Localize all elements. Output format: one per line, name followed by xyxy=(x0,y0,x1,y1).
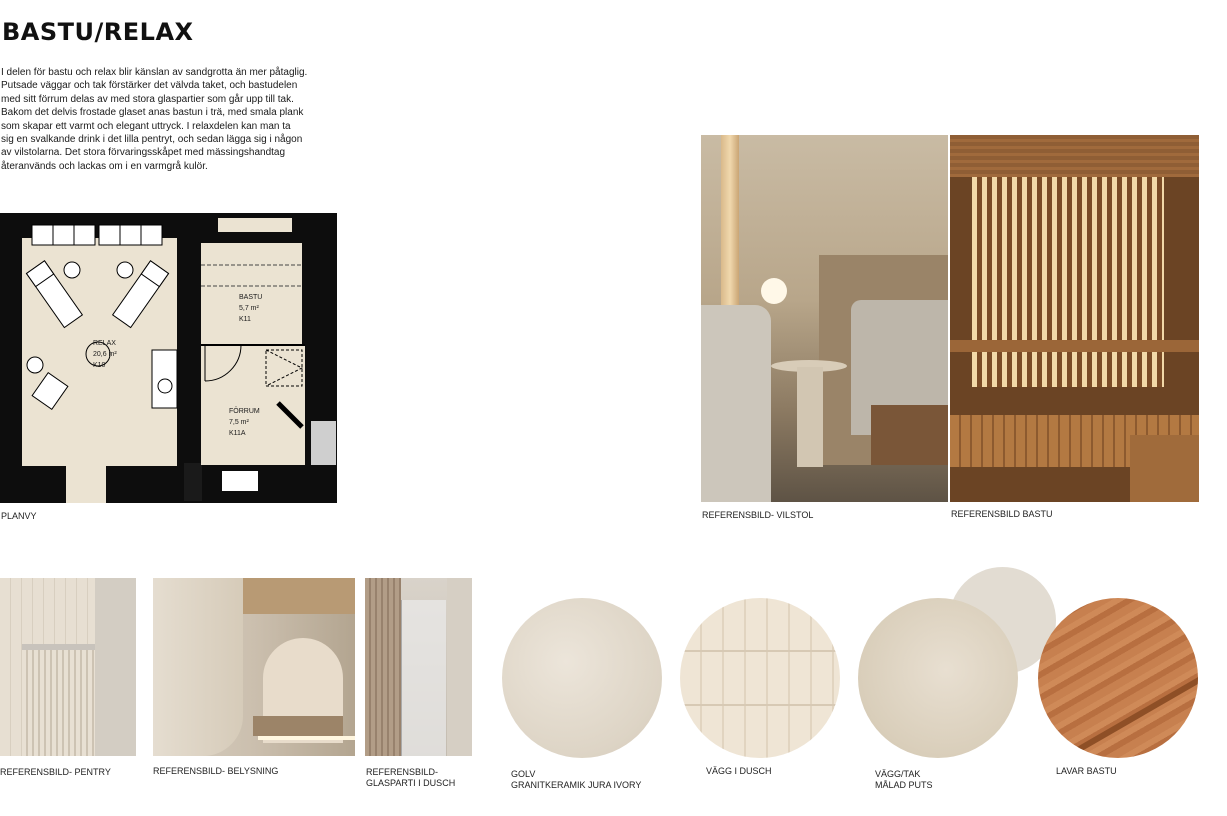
caption-lavar-bastu: LAVAR BASTU xyxy=(1056,766,1117,776)
room-name: BASTU xyxy=(239,294,263,301)
intro-line: av vilstolarna. Det stora förvaringsskåpet med mässingshandtag xyxy=(1,147,286,159)
floor-plan-drawing xyxy=(0,213,337,503)
caption-vilstol: REFERENSBILD- VILSTOL xyxy=(702,510,814,520)
room-area: 20,6 m² xyxy=(93,351,117,358)
reference-photo-belysning xyxy=(153,578,355,756)
reference-photo-pentry xyxy=(0,578,136,756)
swatch-lavar-bastu xyxy=(1038,598,1198,758)
floor-plan xyxy=(0,213,337,503)
reference-photo-vilstol xyxy=(701,135,948,502)
intro-line: Bakom det delvis frostade glaset anas bastun i trä, med smala plank xyxy=(1,107,304,119)
room-name: RELAX xyxy=(93,340,116,347)
intro-line: sig en svalkande drink i det lilla pentryt, och sedan lägga sig i någon xyxy=(1,134,303,146)
intro-line: med sitt förrum delas av med stora glaspartier som går upp till tak. xyxy=(1,93,294,105)
material-line1: GOLV xyxy=(511,769,536,779)
reference-photo-glasparti xyxy=(365,578,472,756)
intro-line: återanvänds och lackas om i en varmgrå kulör. xyxy=(1,160,208,172)
caption-vagg-dusch: VÄGG I DUSCH xyxy=(706,766,772,776)
page-title: BASTU/RELAX xyxy=(2,18,194,46)
caption-vagg-tak xyxy=(875,769,933,791)
caption-belysning: REFERENSBILD- BELYSNING xyxy=(153,766,279,776)
caption-pentry: REFERENSBILD- PENTRY xyxy=(0,767,111,777)
swatch-vagg-tak xyxy=(858,598,1018,758)
reference-photo-bastu xyxy=(950,135,1199,502)
room-label-bastu xyxy=(239,292,262,325)
intro-text xyxy=(1,66,341,173)
room-code: K11A xyxy=(229,430,246,437)
material-line2: MÅLAD PUTS xyxy=(875,780,933,790)
plan-caption: PLANVY xyxy=(1,511,37,521)
material-line2: GRANITKERAMIK JURA IVORY xyxy=(511,780,642,790)
room-name: FÖRRUM xyxy=(229,408,260,415)
intro-line: som skapar ett varmt och elegant uttryck. I relaxdelen kan man ta xyxy=(1,120,291,132)
room-area: 5,7 m² xyxy=(239,305,259,312)
caption-glasparti xyxy=(366,767,455,789)
caption-bastu: REFERENSBILD BASTU xyxy=(951,509,1053,519)
caption-golv xyxy=(511,769,641,791)
intro-line: I delen för bastu och relax blir känslan av sandgrotta än mer påtaglig. xyxy=(1,67,308,78)
material-line1: VÄGG/TAK xyxy=(875,769,921,779)
room-code: K10 xyxy=(93,362,106,369)
room-label-forrum xyxy=(229,406,260,439)
room-code: K11 xyxy=(239,316,251,323)
swatch-vagg-dusch xyxy=(680,598,840,758)
swatch-golv xyxy=(502,598,662,758)
room-area: 7,5 m² xyxy=(229,419,249,426)
caption-glasparti-line2: GLASPARTI I DUSCH xyxy=(366,778,456,788)
intro-line: Putsade väggar och tak förstärker det välvda taket, och bastudelen xyxy=(1,80,298,92)
caption-glasparti-line1: REFERENSBILD- xyxy=(366,767,439,777)
room-label-relax xyxy=(93,338,117,371)
